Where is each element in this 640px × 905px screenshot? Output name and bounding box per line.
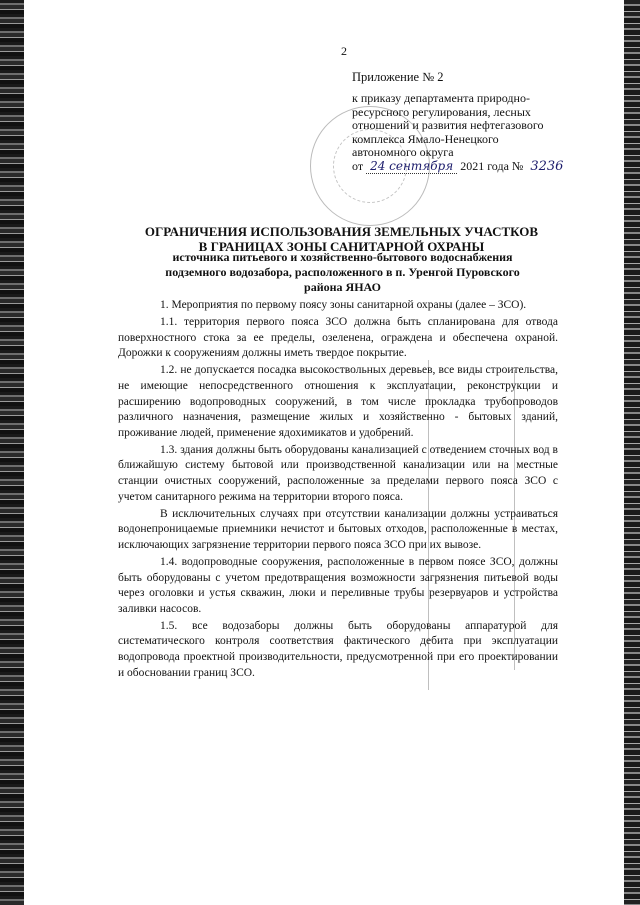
page-number: 2	[341, 44, 347, 58]
handwritten-date: 24 сентября	[366, 159, 457, 174]
order-line: отношений и развития нефтегазового	[352, 118, 544, 132]
handwritten-order-number: 3236	[530, 158, 564, 174]
document-body	[118, 298, 558, 683]
paragraph: 1. Мероприятия по первому поясу зоны санитарной охраны (далее – ЗСО).	[160, 299, 527, 311]
order-line: к приказу департамента природно-	[352, 91, 530, 105]
order-line: ресурсного регулирования, лесных	[352, 104, 531, 119]
appendix-label: Приложение № 2	[352, 70, 444, 84]
paragraph: 1.1. территория первого пояса ЗСО должна быть спланирована для отвода поверхностного стока за ее пределы, озеленена, ограждена и обеспечена охраной. Дорожки к сооружениям должны иметь твердое покрытие.	[118, 316, 558, 360]
paragraph: В исключительных случаях при отсутствии канализации должны устраиваться водонепроницаемые приемники нечистот и бытовых отходов, расположенные в местах, исключающих загрязнение территории первого пояса ЗСО при их вывозе.	[118, 507, 558, 551]
order-line: комплекса Ямало-Ненецкого	[352, 131, 499, 146]
order-date-suffix: 2021 года №	[460, 158, 524, 173]
scan-right-edge	[624, 0, 640, 905]
document-subtitle: источника питьевого и хозяйственно-бытового водоснабжения подземного водозабора, расположенного в п. Уренгой Пуровского района ЯНАО	[165, 250, 520, 294]
scan-left-edge	[0, 0, 24, 905]
order-line: автономного округа	[352, 145, 454, 159]
order-date-line	[352, 160, 563, 174]
paragraph: 1.3. здания должны быть оборудованы канализацией с отведением сточных вод в ближайшую систему бытовой или производственной канализации или на местные станции очистных сооружений, расположенные за пределами первого пояса ЗСО с учетом санитарного режима на территории второго пояса.	[118, 443, 558, 503]
paragraph: 1.5. все водозаборы должны быть оборудованы аппаратурой для систематического контроля соответствия фактического дебита при эксплуатации водопровода проектной производительности, предусмотренной при его проектировании и обосновании границ ЗСО.	[118, 619, 558, 679]
paragraph: 1.4. водопроводные сооружения, расположенные в первом поясе ЗСО, должны быть оборудованы с учетом предотвращения возможности загрязнения питьевой воды через оголовки и устья скважин, люки и переливные трубы резервуаров и устройства заливки насосов.	[118, 556, 558, 615]
document-title: ОГРАНИЧЕНИЯ ИСПОЛЬЗОВАНИЯ ЗЕМЕЛЬНЫХ УЧАСТКОВ В ГРАНИЦАХ ЗОНЫ САНИТАРНОЙ ОХРАНЫ	[144, 224, 539, 254]
paragraph: 1.2. не допускается посадка высокоствольных деревьев, все виды строительства, не имеющие непосредственного отношения к эксплуатации, реконструкции и расширению водопроводных сооружений, в том числе прокладка трубопроводов различного назначения, размещение жилых и хозяйственно - бытовых зданий, проживание людей, применение ядохимикатов и удобрений.	[118, 364, 558, 439]
order-reference	[352, 92, 563, 173]
order-date-prefix: от	[352, 158, 364, 173]
